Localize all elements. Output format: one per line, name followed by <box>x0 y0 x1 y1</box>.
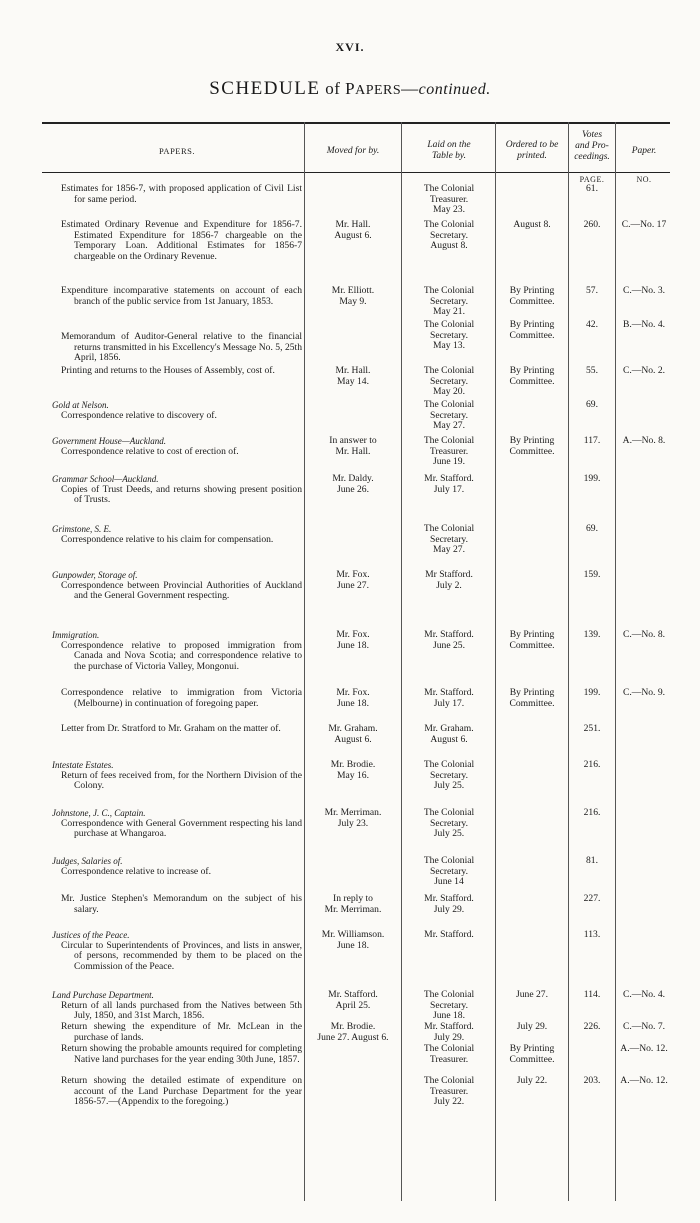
laid-on-table-by-line: May 27. <box>433 420 465 431</box>
laid-on-table-by-line: July 29. <box>433 1031 465 1043</box>
moved-for-by-line: Mr. Brodie. <box>330 1021 376 1032</box>
moved-for-by <box>306 930 400 951</box>
description-line: Return shewing the expenditure of Mr. McLean in the purchase of lands. <box>61 1021 302 1043</box>
laid-on-table-by-line: Secretary. <box>430 375 468 387</box>
subject-caption: Grimstone, S. E. <box>52 524 112 534</box>
ordered-printed-line: Committee. <box>509 1053 555 1065</box>
moved-for-by-line: Mr. Hall. <box>335 219 371 230</box>
moved-for-by-line: In reply to <box>333 893 373 904</box>
moved-for-by-line: In answer to <box>329 435 377 446</box>
paper-description <box>52 184 302 205</box>
paper-description <box>52 332 302 364</box>
ordered-printed-line: Committee. <box>509 445 555 457</box>
ordered-printed <box>496 688 568 709</box>
subject-caption: Gold at Nelson. <box>52 400 109 410</box>
heading-cap: P <box>345 79 356 98</box>
moved-for-by-line: June 18. <box>337 697 369 709</box>
moved-for-by-line: May 14. <box>337 375 369 387</box>
paper-number: C.—No. 9. <box>622 687 666 698</box>
laid-on-table-by <box>404 286 494 318</box>
votes-page: 227. <box>583 893 601 904</box>
laid-on-table-by-line: Secretary. <box>430 229 468 241</box>
laid-on-table-by <box>404 366 494 398</box>
votes-page: 226. <box>583 1021 601 1032</box>
page-heading <box>0 78 700 100</box>
laid-on-table-by-line: The Colonial <box>423 807 475 818</box>
moved-for-by <box>306 808 400 829</box>
description-line: Estimates for 1856-7, with proposed application of Civil List for same period. <box>61 183 302 205</box>
column-divider <box>304 122 305 1201</box>
moved-for-by-line: Mr. Williamson. <box>321 929 385 940</box>
laid-on-table-by-line: June 19. <box>433 456 465 467</box>
ordered-printed <box>496 1076 568 1087</box>
ordered-printed <box>496 990 568 1001</box>
votes-page: 69. <box>586 523 598 534</box>
ordered-printed <box>496 366 568 387</box>
moved-for-by-line: Mr. Hall. <box>335 365 371 376</box>
laid-on-table-by-line: Secretary. <box>430 533 468 545</box>
ordered-printed-line: By Printing <box>509 687 555 698</box>
laid-on-table-by <box>404 400 494 432</box>
laid-on-table-by <box>404 808 494 840</box>
laid-on-table-by-line: The Colonial <box>423 855 475 866</box>
paper-number: C.—No. 8. <box>622 629 666 640</box>
laid-on-table-by-line: Secretary. <box>430 329 468 341</box>
subject-caption: Gunpowder, Storage of. <box>52 570 138 580</box>
laid-on-table-by-line: July 2. <box>436 579 462 591</box>
laid-on-table-by-line: Secretary. <box>430 999 468 1011</box>
description-line: Return showing the probable amounts required for completing Native land purchases for the year ending 30th June, 1857. <box>61 1043 302 1065</box>
votes-page: 260. <box>583 219 601 230</box>
ordered-printed-line: Committee. <box>509 639 555 651</box>
laid-on-table-by <box>404 220 494 252</box>
ordered-printed <box>496 436 568 457</box>
paper-description <box>52 286 302 307</box>
laid-on-table-by-line: Mr. Stafford. <box>424 473 474 484</box>
laid-on-table-by-line: July 17. <box>433 697 465 709</box>
moved-for-by-line: Mr. Merriman. <box>324 807 382 818</box>
description-line: Correspondence relative to increase of. <box>61 865 211 877</box>
description-line: Correspondence relative to discovery of. <box>61 409 217 421</box>
moved-for-by <box>306 570 400 591</box>
paper-description <box>52 688 302 709</box>
laid-on-table-by-line: The Colonial <box>423 523 475 534</box>
moved-for-by-line: Mr. Merriman. <box>324 903 382 915</box>
laid-on-table-by <box>404 856 494 888</box>
moved-for-by-line: June 18. <box>337 939 369 951</box>
laid-on-table-by-line: Mr. Stafford. <box>424 687 474 698</box>
subject-caption: Grammar School—Auckland. <box>52 474 159 484</box>
description-line: Correspondence relative to his claim for compensation. <box>61 533 274 545</box>
laid-on-table-by <box>404 320 494 352</box>
paper-description <box>52 856 302 877</box>
laid-on-table-by-line: Secretary. <box>430 409 468 421</box>
laid-on-table-by-line: The Colonial <box>423 219 475 230</box>
paper-header: Paper. <box>631 146 657 156</box>
paper-description <box>52 1044 302 1065</box>
laid-on-table-by <box>404 760 494 792</box>
paper-description <box>52 570 302 602</box>
column-divider <box>401 122 402 1201</box>
moved-for-by-line: Mr. Fox. <box>336 687 370 698</box>
paper-description <box>52 930 302 972</box>
paper-number: A.—No. 12. <box>620 1043 668 1054</box>
paper-description <box>52 474 302 506</box>
moved-for-by-line: Mr. Stafford. <box>328 989 378 1000</box>
paper-number: C.—No. 3. <box>622 285 666 296</box>
votes-page: 203. <box>583 1075 601 1086</box>
laid-on-table-by-line: The Colonial <box>423 989 475 1000</box>
laid-on-table-by-line: Secretary. <box>430 769 468 781</box>
votes-page: 216. <box>583 807 601 818</box>
no-subheader: NO. <box>636 175 652 184</box>
votes-page: 81. <box>586 855 598 866</box>
votes-page: 199. <box>583 687 601 698</box>
ordered-printed-line: By Printing <box>509 319 555 330</box>
description-line: Circular to Superintendents of Provinces, and lists in answer, of persons, recommended by them to be placed on the Commission of the Peace. <box>61 939 302 972</box>
laid-on-table-by-line: June 18. <box>433 1010 465 1021</box>
subject-caption: Government House—Auckland. <box>52 436 166 446</box>
votes-page: 117. <box>583 435 601 446</box>
votes-page: 114. <box>583 989 601 1000</box>
laid-on-table-by <box>404 724 494 745</box>
papers-header: PAPERS. <box>158 146 196 156</box>
ordered-printed <box>496 286 568 307</box>
moved-for-by-line: May 9. <box>339 295 367 307</box>
moved-for-by <box>306 990 400 1011</box>
paper-number: C.—No. 4. <box>622 989 666 1000</box>
moved-for-by-line: Mr. Fox. <box>336 629 370 640</box>
description-line: Correspondence relative to cost of erection of. <box>61 445 239 457</box>
moved-for-by-line: Mr. Elliott. <box>331 285 375 296</box>
page-number: XVI. <box>335 40 365 54</box>
laid-header-line: Laid on the <box>427 140 471 150</box>
description-line: Estimated Ordinary Revenue and Expenditure for 1856-7. Estimated Expenditure for 1856-7 chargeable on the Temporary Loan. Additional Estimates for 1856-7 chargeable on the Ordinary Revenue. <box>61 219 302 262</box>
heading-continued: continued. <box>418 81 491 98</box>
paper-number: A.—No. 8. <box>622 435 666 446</box>
ordered-printed <box>496 1044 568 1065</box>
votes-page: 113. <box>583 929 601 940</box>
moved-for-by <box>306 630 400 651</box>
subject-caption: Judges, Salaries of. <box>52 856 123 866</box>
paper-description <box>52 990 302 1022</box>
laid-header <box>404 140 494 162</box>
laid-on-table-by-line: The Colonial <box>423 285 475 296</box>
moved-for-by <box>306 894 400 915</box>
moved-for-by <box>306 286 400 307</box>
ordered-printed-line: July 29. <box>516 1021 548 1032</box>
header-rule <box>42 172 670 173</box>
subject-caption: Intestate Estates. <box>52 760 114 770</box>
subject-caption: Justices of the Peace. <box>52 930 130 940</box>
votes-page: 42. <box>586 319 598 330</box>
laid-on-table-by-line: Treasurer. <box>429 1085 469 1097</box>
paper-number: C.—No. 17 <box>621 219 667 230</box>
moved-for-by-line: June 27. <box>337 579 369 591</box>
votes-header-line: Votes <box>581 130 603 140</box>
paper-description <box>52 436 302 457</box>
laid-on-table-by-line: Treasurer. <box>429 445 469 457</box>
moved-for-by-line: April 25. <box>335 999 371 1011</box>
laid-on-table-by <box>404 184 494 216</box>
description-line: Memorandum of Auditor-General relative to the financial returns transmitted in his Excellency's Message No. 5, 25th April, 1856. <box>61 331 302 363</box>
laid-on-table-by-line: The Colonial <box>423 435 475 446</box>
laid-on-table-by-line: The Colonial <box>423 1043 475 1054</box>
description-line: Correspondence with General Government respecting his land purchase at Whangaroa. <box>61 817 302 839</box>
ordered-header <box>496 140 568 162</box>
ordered-printed-line: Committee. <box>509 697 555 709</box>
laid-on-table-by-line: The Colonial <box>423 319 475 330</box>
laid-on-table-by-line: Mr Stafford. <box>425 569 473 580</box>
ordered-printed-line: By Printing <box>509 365 555 376</box>
laid-on-table-by <box>404 474 494 495</box>
laid-on-table-by <box>404 570 494 591</box>
description-line: Correspondence relative to immigration from Victoria (Melbourne) in continuation of foregoing paper. <box>61 687 302 709</box>
ordered-printed-line: Committee. <box>509 295 555 307</box>
laid-on-table-by <box>404 930 494 941</box>
laid-on-table-by-line: Mr. Stafford. <box>424 629 474 640</box>
moved-for-by-line: Mr. Graham. <box>328 723 378 734</box>
votes-header-line: and Pro- <box>575 141 609 151</box>
moved-for-by-line: Mr. Fox. <box>336 569 370 580</box>
laid-on-table-by <box>404 1022 494 1043</box>
votes-page: 61. <box>586 183 598 194</box>
subject-caption: Immigration. <box>52 630 100 640</box>
votes-page: 159. <box>583 569 601 580</box>
laid-header-line: Table by. <box>432 151 466 161</box>
laid-on-table-by <box>404 1044 494 1065</box>
moved-for-by-line: May 16. <box>337 769 369 781</box>
moved-for-by-line: Mr. Daldy. <box>332 473 374 484</box>
ordered-printed-line: July 22. <box>516 1075 548 1086</box>
column-divider <box>615 122 616 1201</box>
description-line: Copies of Trust Deeds, and returns showing present position of Trusts. <box>61 483 302 505</box>
heading-rest: APERS <box>355 83 402 98</box>
laid-on-table-by-line: Mr. Stafford. <box>424 893 474 904</box>
paper-description <box>52 220 302 262</box>
description-line: Mr. Justice Stephen's Memorandum on the subject of his salary. <box>61 893 302 915</box>
laid-on-table-by-line: May 27. <box>433 544 465 555</box>
moved-for-by <box>306 724 400 745</box>
votes-page: 199. <box>583 473 601 484</box>
ordered-printed-line: By Printing <box>509 1043 555 1054</box>
moved-for-by <box>306 688 400 709</box>
laid-on-table-by-line: The Colonial <box>423 183 475 194</box>
moved-for-by <box>306 220 400 241</box>
heading-schedule: SCHEDULE <box>209 78 321 99</box>
moved-for-by <box>306 436 400 457</box>
page-subheader: PAGE. <box>579 175 605 184</box>
ordered-printed <box>496 1022 568 1033</box>
laid-on-table-by-line: August 6. <box>430 733 468 745</box>
moved-header: Moved for by. <box>326 146 380 156</box>
top-rule <box>42 122 670 124</box>
laid-on-table-by <box>404 630 494 651</box>
ordered-printed <box>496 630 568 651</box>
laid-on-table-by <box>404 1076 494 1108</box>
laid-on-table-by-line: Mr. Stafford. <box>424 929 474 940</box>
paper-description <box>52 630 302 672</box>
paper-description <box>52 724 302 735</box>
paper-number: B.—No. 4. <box>622 319 666 330</box>
ordered-printed-line: August 8. <box>513 219 551 230</box>
paper-description <box>52 760 302 792</box>
moved-for-by-line: July 23. <box>337 817 369 829</box>
column-divider <box>568 122 569 1201</box>
laid-on-table-by-line: July 17. <box>433 483 465 495</box>
laid-on-table-by-line: Mr. Stafford. <box>424 1021 474 1032</box>
ordered-printed-line: Committee. <box>509 329 555 341</box>
description-line: Return of fees received from, for the Northern Division of the Colony. <box>61 769 302 791</box>
ordered-printed-line: By Printing <box>509 629 555 640</box>
laid-on-table-by-line: June 25. <box>433 639 465 651</box>
paper-number: A.—No. 12. <box>620 1075 668 1086</box>
laid-on-table-by-line: Treasurer. <box>429 193 469 205</box>
laid-on-table-by-line: The Colonial <box>423 759 475 770</box>
description-line: Return showing the detailed estimate of expenditure on account of the Land Purchase Department for the year 1856-57.—(Appendix to the foregoing.) <box>61 1075 302 1107</box>
moved-for-by-line: August 6. <box>334 733 372 745</box>
moved-for-by-line: June 27. August 6. <box>317 1031 389 1043</box>
heading-dash: — <box>401 79 419 98</box>
ordered-printed <box>496 320 568 341</box>
paper-number: C.—No. 7. <box>622 1021 666 1032</box>
moved-for-by <box>306 474 400 495</box>
votes-header-line: ceedings. <box>574 152 610 162</box>
laid-on-table-by-line: Secretary. <box>430 295 468 307</box>
description-line: Return of all lands purchased from the Natives between 5th July, 1850, and 31st March, 1856. <box>61 999 302 1021</box>
laid-on-table-by-line: June 14 <box>434 876 464 887</box>
paper-description <box>52 808 302 840</box>
ordered-printed <box>496 220 568 231</box>
description-line: Correspondence between Provincial Authorities of Auckland and the General Government respecting. <box>61 579 302 601</box>
moved-for-by <box>306 366 400 387</box>
description-line: Printing and returns to the Houses of Assembly, cost of. <box>61 365 275 376</box>
laid-on-table-by-line: July 29. <box>433 903 465 915</box>
votes-page: 216. <box>583 759 601 770</box>
ordered-printed-line: June 27. <box>516 989 548 1000</box>
paper-description <box>52 1076 302 1108</box>
laid-on-table-by-line: July 22. <box>433 1096 465 1107</box>
laid-on-table-by-line: May 13. <box>433 340 465 351</box>
laid-on-table-by-line: The Colonial <box>423 399 475 410</box>
moved-for-by-line: June 26. <box>337 483 369 495</box>
paper-description <box>52 524 302 545</box>
subject-caption: Land Purchase Department. <box>52 990 154 1000</box>
moved-for-by-line: Mr. Hall. <box>335 445 371 457</box>
votes-page: 57. <box>586 285 598 296</box>
laid-on-table-by <box>404 990 494 1022</box>
laid-on-table-by-line: The Colonial <box>423 365 475 376</box>
laid-on-table-by-line: May 20. <box>433 386 465 397</box>
paper-description <box>52 400 302 421</box>
laid-on-table-by-line: Treasurer. <box>429 1053 469 1065</box>
moved-for-by-line: August 6. <box>334 229 372 241</box>
laid-on-table-by-line: July 25. <box>433 828 465 839</box>
votes-page: 55. <box>586 365 598 376</box>
votes-page: 69. <box>586 399 598 410</box>
ordered-printed-line: By Printing <box>509 435 555 446</box>
moved-for-by <box>306 1022 400 1043</box>
laid-on-table-by <box>404 524 494 556</box>
heading-of: of <box>325 79 341 98</box>
ordered-printed-line: Committee. <box>509 375 555 387</box>
description-line: Expenditure incomparative statements on account of each branch of the public service from 1st January, 1853. <box>61 285 302 307</box>
laid-on-table-by-line: August 8. <box>430 240 468 251</box>
laid-on-table-by <box>404 436 494 468</box>
paper-description <box>52 1022 302 1043</box>
laid-on-table-by-line: Secretary. <box>430 865 468 877</box>
laid-on-table-by-line: Mr. Graham. <box>424 723 474 734</box>
laid-on-table-by <box>404 894 494 915</box>
votes-header <box>569 130 615 163</box>
laid-on-table-by <box>404 688 494 709</box>
moved-for-by-line: Mr. Brodie. <box>330 759 376 770</box>
column-divider <box>495 122 496 1201</box>
laid-on-table-by-line: Secretary. <box>430 817 468 829</box>
description-line: Letter from Dr. Stratford to Mr. Graham on the matter of. <box>61 723 281 734</box>
paper-number: C.—No. 2. <box>622 365 666 376</box>
moved-for-by-line: June 18. <box>337 639 369 651</box>
ordered-printed-line: By Printing <box>509 285 555 296</box>
votes-page: 251. <box>583 723 601 734</box>
paper-description <box>52 366 302 377</box>
ordered-header-line: Ordered to be <box>505 140 559 150</box>
laid-on-table-by-line: July 25. <box>433 780 465 791</box>
laid-on-table-by-line: May 23. <box>433 204 465 215</box>
description-line: Correspondence relative to proposed immigration from Canada and Nova Scotia; and correspondence relative to the purchase of Victoria Valley, Mongonui. <box>61 639 302 672</box>
laid-on-table-by-line: The Colonial <box>423 1075 475 1086</box>
votes-page: 139. <box>583 629 601 640</box>
laid-on-table-by-line: May 21. <box>433 306 465 317</box>
moved-for-by <box>306 760 400 781</box>
paper-description <box>52 894 302 915</box>
subject-caption: Johnstone, J. C., Captain. <box>52 808 146 818</box>
ordered-header-line: printed. <box>517 151 547 161</box>
